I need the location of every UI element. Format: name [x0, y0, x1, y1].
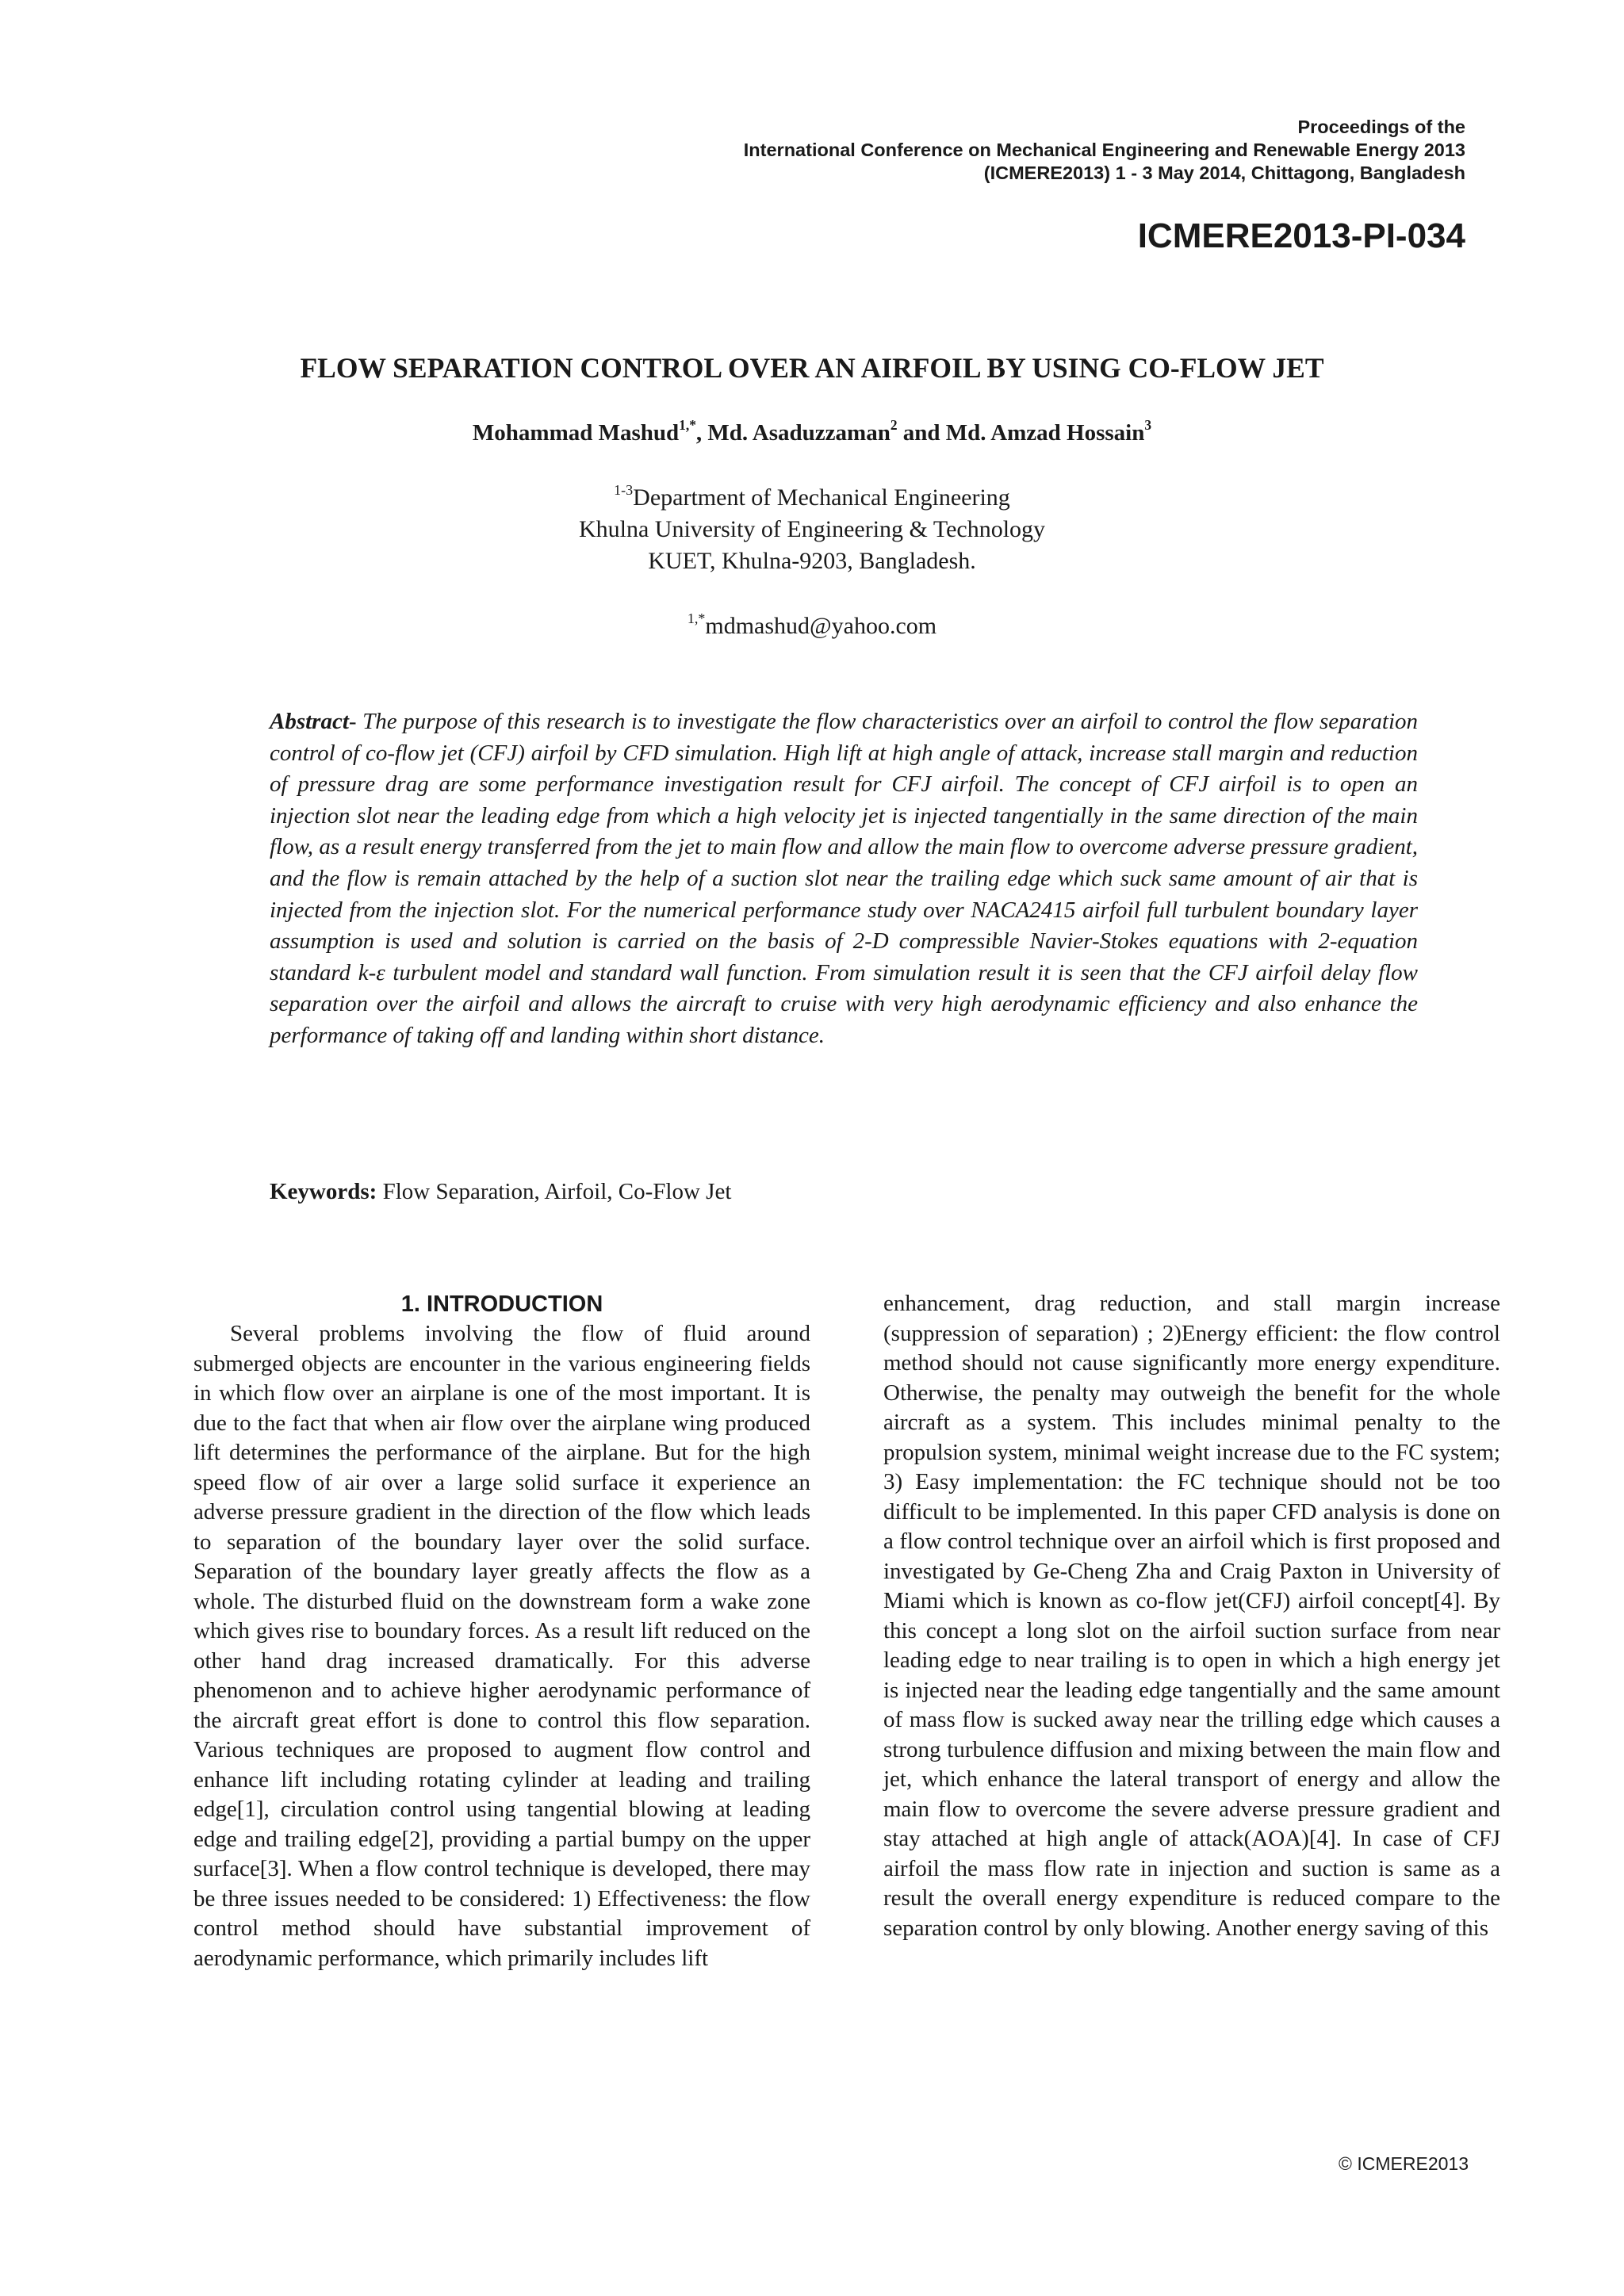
author-list — [0, 419, 1624, 447]
abstract — [270, 706, 1418, 1052]
keywords-text: Flow Separation, Airfoil, Co-Flow Jet — [377, 1179, 732, 1204]
affiliation — [0, 482, 1624, 577]
author-name: Mohammad Mashud — [472, 420, 680, 446]
abstract-text: - The purpose of this research is to investigate the flow characteristics over an airfoil to control the flow separation control of co-flow jet (CFJ) airfoil by CFD simulation. High lift at high angle of attack, increase stall margin and reduction of pressure drag are some performance investigation result for CFJ airfoil. The concept of CFJ airfoil is to open an injection slot near the leading edge from which a high velocity jet is injected tangentially in the same direction of the main flow, as a result energy transferred from the jet to main flow and allow the main flow to overcome adverse pressure gradient, and the flow is remain attached by the help of a suction slot near the trailing edge which suck same amount of air that is injected from the injection slot. For the numerical performance study over NACA2415 airfoil full turbulent boundary layer assumption is used and solution is carried on the basis of 2-D compressible Navier-Stokes equations with 2-equation standard k-ε turbulent model and standard wall function. From simulation result it is seen that the CFJ airfoil delay flow separation over the airfoil and allows the aircraft to cruise with very high aerodynamic efficiency and also enhance the performance of taking off and landing within short distance. — [270, 709, 1418, 1048]
affiliation-university: Khulna University of Engineering & Technology — [578, 516, 1046, 542]
author-superscript: 2 — [890, 417, 898, 434]
author-superscript: 3 — [1144, 417, 1152, 434]
paper-title: FLOW SEPARATION CONTROL OVER AN AIRFOIL BY USING CO-FLOW JET — [300, 352, 1324, 384]
corresponding-email — [0, 610, 1624, 642]
right-column — [883, 1289, 1500, 1943]
left-column — [193, 1289, 810, 1973]
affiliation-superscript: 1-3 — [614, 482, 634, 498]
affiliation-department — [0, 482, 1624, 514]
author-superscript: 1,* — [679, 417, 696, 434]
proceedings-header — [744, 116, 1465, 185]
proceedings-line-1: Proceedings of the — [1297, 117, 1465, 137]
introduction-paragraph-continued: enhancement, drag reduction, and stall margin increase (suppression of separation) ; 2)Energy efficient: the flow control method should not cause significantly more energy expenditure. Otherwise, the penalty may outweigh the benefit for the whole aircraft as a system. This includes minimal penalty to the propulsion system, minimal weight increase due to the FC system; 3) Easy implementation: the FC technique should not be too difficult to be implemented. In this paper CFD analysis is done on a flow control technique over an airfoil which is first proposed and investigated by Ge-Cheng Zha and Craig Paxton in University of Miami which is known as co-flow jet(CFJ) airfoil concept[4]. By this concept a long slot on the airfoil suction surface from near leading edge to near trailing is to open in which a high energy jet is injected near the leading edge tangentially and the same amount of mass flow is sucked away near the trilling edge which causes a strong turbulence diffusion and mixing between the main flow and jet, which enhance the lateral transport of energy and allow the main flow to overcome the severe adverse pressure gradient and stay attached at high angle of attack(AOA)[4]. In case of CFJ airfoil the mass flow rate in injection and suction is same as a result the overall energy expenditure is reduced compare to the separation control by only blowing. Another energy saving of this — [883, 1291, 1500, 1941]
section-heading-introduction: 1. INTRODUCTION — [400, 1292, 603, 1317]
author-separator: and — [897, 420, 946, 446]
proceedings-line-2: International Conference on Mechanical Engineering and Renewable Energy 2013 — [743, 140, 1465, 160]
abstract-label: Abstract — [270, 709, 349, 734]
proceedings-line-3: (ICMERE2013) 1 - 3 May 2014, Chittagong, Bangladesh — [983, 163, 1465, 183]
email-superscript: 1,* — [687, 610, 706, 626]
introduction-paragraph: Several problems involving the flow of fluid around submerged objects are encounter in the various engineering fields in which flow over an airplane is one of the most important. It is due to the fact that when air flow over the airplane wing produced lift determines the performance of the airplane. But for the high speed flow of air over a large solid surface it experience an adverse pressure gradient in the direction of the flow which leads to separation of the boundary layer over the solid surface. Separation of the boundary layer greatly affects the flow as a whole. The disturbed fluid on the downstream form a wake zone which gives rise to boundary forces. As a result lift reduced on the other hand drag increased dramatically. For this adverse phenomenon and to achieve higher aerodynamic performance of the aircraft great effort is done to control this flow separation. Various techniques are proposed to augment flow control and enhance lift including rotating cylinder at leading and trailing edge[1], circulation control using tangential blowing at leading edge and trailing edge[2], providing a partial bumpy on the upper surface[3]. When a flow control technique is developed, there may be three issues needed to be considered: 1) Effectiveness: the flow control method should have substantial improvement of aerodynamic performance, which primarily includes lift — [193, 1321, 810, 1971]
copyright-footer: © ICMERE2013 — [1339, 2153, 1469, 2174]
author-name: Md. Amzad Hossain — [945, 420, 1145, 446]
affiliation-address: KUET, Khulna-9203, Bangladesh. — [648, 548, 976, 574]
keywords-label: Keywords: — [270, 1179, 377, 1204]
author-separator: , — [695, 420, 708, 446]
email-address: mdmashud@yahoo.com — [705, 613, 937, 639]
author-name: Md. Asaduzzaman — [707, 420, 891, 446]
paper-id: ICMERE2013-PI-034 — [1137, 216, 1465, 255]
department-name: Department of Mechanical Engineering — [633, 484, 1010, 511]
keywords — [270, 1177, 1418, 1207]
